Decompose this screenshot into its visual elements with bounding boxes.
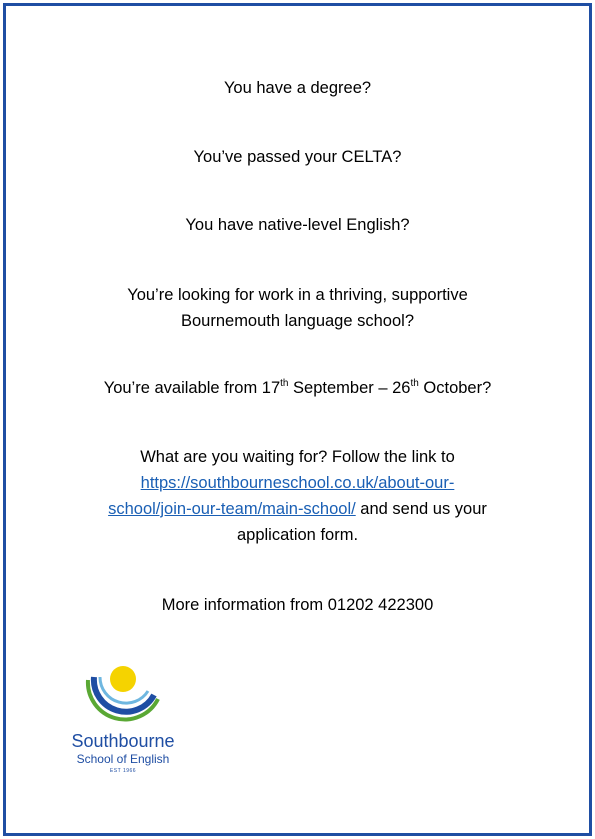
- cta-after-link: and send us your: [355, 500, 487, 518]
- sun-icon: [110, 666, 136, 692]
- question-english: You have native-level English?: [185, 216, 410, 234]
- availability-middle: September – 26: [288, 379, 411, 397]
- logo-name: Southbourne: [71, 731, 175, 751]
- question-degree: You have a degree?: [223, 79, 372, 97]
- logo-subtitle: School of English: [76, 752, 170, 766]
- cta-line2: [0, 472, 595, 494]
- availability-sup-start: th: [280, 377, 289, 389]
- availability-suffix: October?: [418, 379, 492, 397]
- question-work-line1: You’re looking for work in a thriving, supportive: [127, 286, 468, 304]
- availability-sup-end: th: [410, 377, 419, 389]
- cta-line3: [0, 498, 595, 520]
- question-celta: You’ve passed your CELTA?: [193, 148, 402, 166]
- question-work-line2: Bournemouth language school?: [180, 312, 414, 330]
- cta-line4: application form.: [236, 526, 359, 544]
- cta-line1: What are you waiting for? Follow the link to: [140, 448, 455, 466]
- availability-question: [0, 377, 595, 399]
- application-link-part1[interactable]: https://southbourneschool.co.uk/about-our-: [140, 474, 455, 492]
- application-link-part2[interactable]: school/join-our-team/main-school/: [108, 500, 356, 518]
- availability-prefix: You’re available from 17: [103, 379, 281, 397]
- contact-info: More information from 01202 422300: [161, 596, 434, 614]
- logo-est: EST 1966: [109, 768, 137, 774]
